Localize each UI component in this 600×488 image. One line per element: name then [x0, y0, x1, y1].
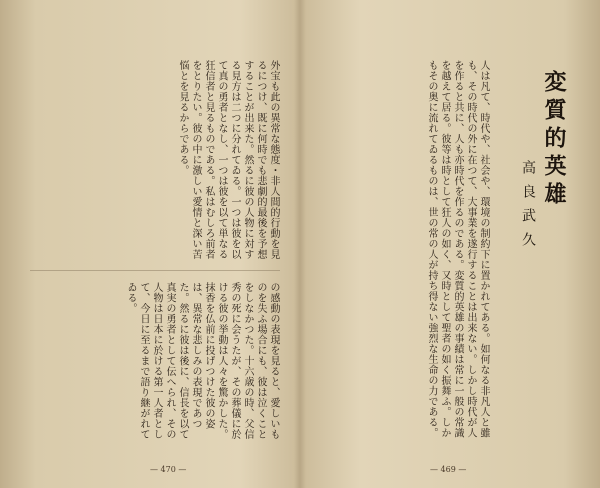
section-divider: [30, 270, 280, 271]
article-title: 変質的英雄: [541, 70, 567, 210]
left-page-bottom-text: の感動の表現を見ると、愛しいものを失ふ場合にも、彼は泣くことをしなかつた。十六歳の時、父信秀の死に会うたが、その葬儀に於ける彼の挙動は人々を驚かした。抹香を仏前に投げつけた彼の姿は、異常な悲しみの表現であつた。然るに彼は後に、信長を以て真実の勇者として伝へられ、その人物は日本に於ける第一人者として、今日に至るまで語り継がれてゐる。: [125, 282, 279, 440]
left-page-top-text: 外宝も此の異常な態度・非人間的行動を見るにつけ、既に何時でも悲劇的最後を予想することが出来た。然るに彼の人物に対する見方は二つに分れてゐる。一つは彼を以て真の勇者となし、一つは彼を以て単なる狂信者と見るものである。私はむしろ前者をとりたい。彼の中に激しい愛情と深い苦悩とを見るからである。: [177, 60, 279, 260]
article-author: 高良武久: [520, 160, 536, 256]
left-page-number: — 470 —: [150, 465, 187, 474]
right-page: [300, 0, 600, 488]
right-page-main-text: 人は凡て、時代や、社会や、環境の制約下に置かれてある。如何なる非凡人と雖も、その時代の外に在つて、大事業を遂行することは出来ない。しかし時代が人を作ると共に、人も亦時代を作るのである。変質的英雄の事績は常に一般の常識を越えて居る。彼等は時として狂人の如く、又時として聖者の如く振舞ふ。しかもその奥に流れてゐるものは、世の常の人が持ち得ない強烈な生命の力である。: [426, 60, 489, 438]
right-page-number: — 469 —: [430, 465, 467, 474]
